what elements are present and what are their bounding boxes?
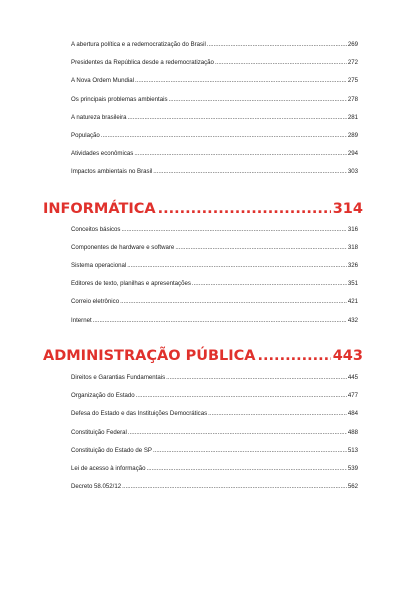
toc-entry	[71, 226, 358, 234]
toc-entry	[71, 150, 358, 158]
toc-entry-page: 318	[347, 244, 358, 251]
leader-dots	[127, 262, 347, 270]
toc-entry-label: Internet	[71, 317, 92, 324]
leader-dots	[136, 392, 347, 400]
toc-entry	[71, 96, 358, 104]
toc-entry	[71, 280, 358, 288]
toc-entry-page: 445	[347, 374, 358, 381]
toc-entry-page: 275	[347, 77, 358, 84]
toc-entry-page: 294	[347, 150, 358, 157]
toc-entry-page: 477	[347, 392, 358, 399]
toc-entry-page: 421	[347, 298, 358, 305]
leader-dots	[135, 77, 347, 85]
toc-entry-label: Decreto 58.052/12	[71, 483, 122, 490]
leader-dots	[166, 374, 347, 382]
toc-entry	[71, 77, 358, 85]
leader-dots	[153, 447, 347, 455]
toc-entry-page: 316	[347, 226, 358, 233]
toc-entry	[71, 59, 358, 67]
toc-entry-label: Sistema operacional	[71, 262, 127, 269]
toc-entry-label: Os principais problemas ambientais	[71, 96, 168, 103]
leader-dots	[153, 168, 347, 176]
toc-entry	[71, 483, 358, 491]
toc-entry	[71, 114, 358, 122]
toc-entry-label: Componentes de hardware e software	[71, 244, 175, 251]
toc-entry	[71, 298, 358, 306]
toc-entry-label: Atividades econômicas	[71, 150, 134, 157]
toc-entry	[71, 429, 358, 437]
toc-entry-page: 513	[347, 447, 358, 454]
section-heading-informatica	[43, 200, 363, 218]
toc-entry	[71, 374, 358, 382]
section-page: 443	[332, 348, 363, 364]
section-heading-administracao-publica	[43, 347, 363, 365]
toc-entry-label: Correio eletrônico	[71, 298, 120, 305]
section-title: ADMINISTRAÇÃO PÚBLICA	[43, 348, 256, 364]
toc-entry-page: 562	[347, 483, 358, 490]
toc-entry-page: 488	[347, 429, 358, 436]
toc-entry	[71, 392, 358, 400]
toc-entry-label: A abertura política e a redemocratização do Brasil	[71, 41, 206, 48]
section-page: 314	[332, 201, 363, 217]
leader-dots	[122, 483, 347, 491]
toc-entry-label: Presidentes da República desde a redemocratização	[71, 59, 214, 66]
toc-entry-page: 432	[347, 317, 358, 324]
toc-entry-page: 289	[347, 132, 358, 139]
toc-entry-label: População	[71, 132, 100, 139]
toc-entry-page: 326	[347, 262, 358, 269]
toc-entry	[71, 262, 358, 270]
leader-dots	[215, 59, 347, 67]
leader-dots	[147, 465, 347, 473]
toc-entry-page: 539	[347, 465, 358, 472]
leader-dots	[93, 317, 347, 325]
toc-entry-label: Editores de texto, planilhas e apresentações	[71, 280, 191, 287]
toc-entry-label: Direitos e Garantias Fundamentais	[71, 374, 166, 381]
toc-entry-page: 269	[347, 41, 358, 48]
leader-dots	[134, 150, 347, 158]
toc-entry	[71, 244, 358, 252]
leader-dots	[169, 96, 347, 104]
leader-dots	[258, 347, 331, 365]
leader-dots	[158, 200, 331, 218]
toc-entry-label: A natureza brasileira	[71, 114, 127, 121]
toc-entry-page: 351	[347, 280, 358, 287]
toc-entry-label: Defesa do Estado e das Instituições Democráticas	[71, 410, 208, 417]
toc-entry	[71, 410, 358, 418]
toc-entry-page: 278	[347, 96, 358, 103]
toc-entry-label: Constituição do Estado de SP	[71, 447, 152, 454]
toc-entry-label: Lei de acesso à informação	[71, 465, 146, 472]
leader-dots	[121, 226, 346, 234]
toc-entry-label: Constituição Federal	[71, 429, 127, 436]
toc-entry-label: Impactos ambientais no Brasil	[71, 168, 153, 175]
toc-entry-page: 272	[347, 59, 358, 66]
section-title: INFORMÁTICA	[43, 201, 156, 217]
toc-entry-label: Conceitos básicos	[71, 226, 121, 233]
leader-dots	[128, 429, 347, 437]
toc-entry-page: 281	[347, 114, 358, 121]
leader-dots	[128, 114, 347, 122]
leader-dots	[207, 41, 347, 49]
leader-dots	[175, 244, 347, 252]
toc-entry	[71, 447, 358, 455]
leader-dots	[192, 280, 347, 288]
toc-entry-label: A Nova Ordem Mundial	[71, 77, 134, 84]
toc-entry	[71, 465, 358, 473]
leader-dots	[101, 132, 347, 140]
toc-entry-label: Organização do Estado	[71, 392, 135, 399]
toc-entry	[71, 317, 358, 325]
toc-entry-page: 484	[347, 410, 358, 417]
toc-entry	[71, 132, 358, 140]
leader-dots	[208, 410, 347, 418]
toc-entry-page: 303	[347, 168, 358, 175]
toc-entry	[71, 168, 358, 176]
toc-entry	[71, 41, 358, 49]
leader-dots	[120, 298, 347, 306]
